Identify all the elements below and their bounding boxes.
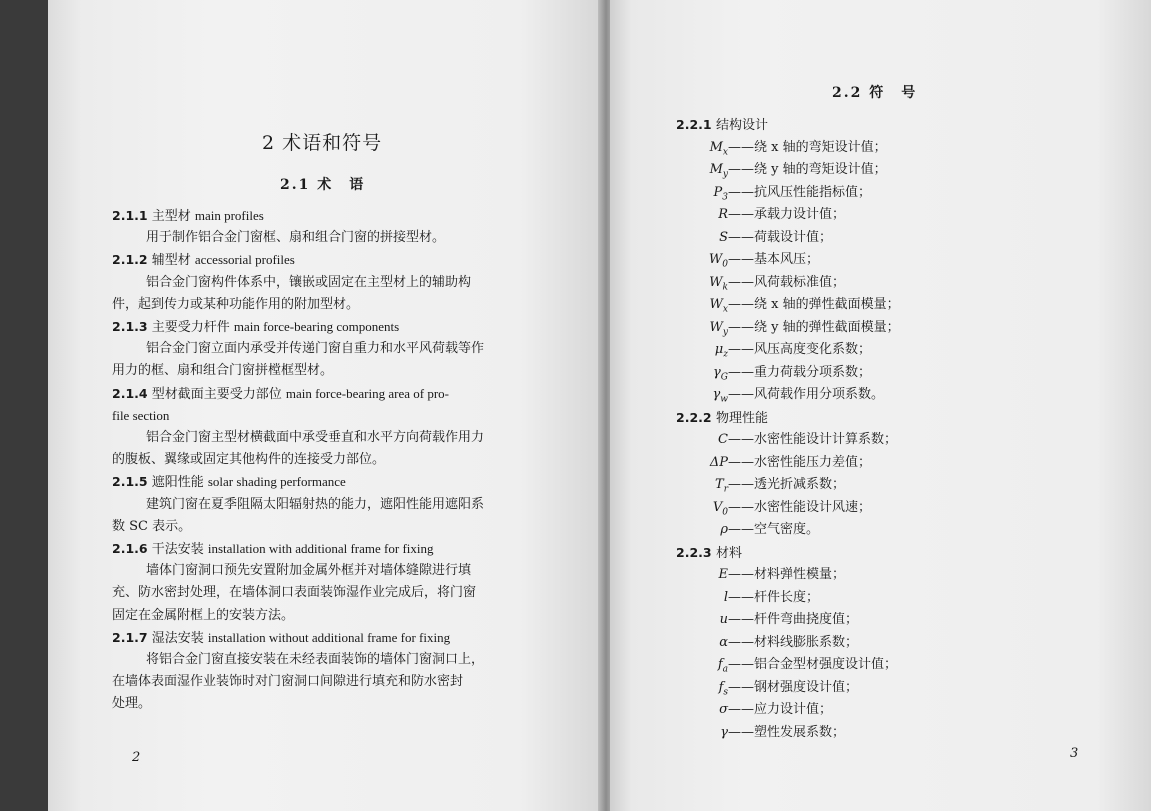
symbol-definition: ——绕 x 轴的弹性截面模量； (728, 297, 900, 312)
term-english: installation without additional frame for fixing (207, 629, 451, 645)
symbol: l (723, 589, 728, 605)
symbol: γ (720, 724, 728, 740)
symbol-row (610, 139, 887, 162)
symbol: $f_s$ (718, 679, 728, 698)
symbol-row (610, 274, 845, 297)
symbol-row (610, 656, 897, 679)
symbol: $\gamma_w$ (712, 387, 728, 405)
symbol: $\gamma_G$ (713, 364, 728, 383)
symbol-definition: ——应力设计值； (728, 702, 833, 717)
symbol: ΔP (709, 454, 728, 470)
symbol: R (718, 207, 728, 222)
right-page (610, 0, 1151, 811)
term-body-line: 的腹板、翼缘或固定其他构件的连接受力部位。 (112, 452, 386, 468)
symbol-definition: ——风压高度变化系数； (728, 342, 872, 357)
symbol-definition: ——荷载设计值； (728, 229, 833, 245)
symbol-row (610, 724, 845, 742)
term-number: 2.1.1 (112, 208, 148, 223)
term-number: 2.1.3 (112, 319, 148, 334)
term-heading (112, 473, 346, 492)
symbol-definition: ——材料弹性模量； (728, 567, 846, 582)
symbol-group-heading (676, 409, 768, 428)
term-body-line: 用于制作铝合金门窗框、扇和组合门窗的拼接型材。 (146, 230, 446, 246)
term-body-line: 处理。 (112, 696, 152, 712)
symbol: $P_3$ (713, 184, 728, 203)
term-chinese: 辅型材 (147, 253, 195, 269)
term-body-line: 将铝合金门窗直接安装在未经表面装饰的墙体门窗洞口上， (146, 652, 485, 667)
page-number-left: 2 (132, 750, 141, 765)
symbol-definition: ——透光折减系数； (728, 477, 846, 492)
symbol-definition: ——材料线膨胀系数； (728, 634, 859, 650)
term-heading (112, 207, 264, 226)
symbol-row (610, 386, 884, 409)
term-body-line: 在墙体表面湿作业装饰时对门窗洞口间隙进行填充和防水密封 (112, 674, 464, 690)
symbol-row (610, 589, 819, 607)
symbol: $f_a$ (717, 657, 728, 675)
symbol-definition: ——承载力设计值； (728, 207, 846, 222)
page-number-right: 3 (1070, 746, 1079, 761)
section-title-symbols: 2.2 符 号 (832, 85, 918, 101)
symbol-definition: ——抗风压性能指标值； (728, 184, 872, 200)
symbol: u (719, 612, 728, 627)
term-number: 2.1.5 (112, 474, 148, 490)
group-title: 材料 (715, 545, 742, 561)
group-number: 2.2.1 (676, 117, 716, 132)
symbol-definition: ——塑性发展系数； (728, 724, 846, 740)
symbol: $W_x$ (709, 297, 728, 315)
symbol-definition: ——绕 y 轴的弯矩设计值； (728, 162, 887, 177)
symbol: $W_y$ (709, 319, 728, 338)
symbol: $\mu_z$ (714, 342, 728, 360)
term-chinese: 干法安装 (147, 542, 208, 557)
symbol-row (610, 206, 845, 224)
term-heading (112, 251, 295, 270)
term-english: solar shading performance (207, 474, 346, 490)
symbol-row (610, 364, 871, 387)
symbol-row (610, 499, 871, 522)
symbol-row (610, 476, 845, 499)
symbol: $T_r$ (715, 477, 728, 495)
symbol-definition: ——水密性能压力差值； (728, 454, 872, 470)
term-body-line: 用力的框、扇和组合门窗拼樘框型材。 (112, 363, 334, 379)
term-number: 2.1.6 (112, 541, 148, 556)
group-number: 2.2.3 (676, 544, 716, 560)
section-title-terms: 2.1 术 语 (280, 177, 366, 193)
symbol-row (610, 229, 832, 247)
group-number: 2.2.2 (676, 409, 716, 425)
symbol-group-heading (676, 116, 768, 135)
symbol-row (610, 634, 858, 652)
symbol: α (719, 634, 728, 650)
symbol-row (610, 319, 900, 342)
term-english: installation with additional frame for fixing (207, 541, 434, 556)
symbol-definition: ——水密性能设计风速； (728, 499, 872, 515)
term-body-line: 件，起到传力或某种功能作用的附加型材。 (112, 296, 360, 312)
symbol-row (610, 184, 871, 207)
group-title: 结构设计 (715, 118, 768, 133)
symbol: C (718, 432, 728, 447)
symbol-row (610, 701, 832, 719)
term-body-line: 固定在金属附框上的安装方法。 (112, 607, 295, 623)
symbol: $M_y$ (709, 162, 728, 180)
term-heading (112, 385, 449, 404)
term-body-line: 铝合金门窗立面内承受并传递门窗自重力和水平风荷载等作 (146, 341, 485, 357)
symbol: $V_0$ (712, 499, 728, 518)
symbol-row (610, 251, 819, 274)
term-heading (112, 540, 434, 559)
term-body-line: 建筑门窗在夏季阻隔太阳辐射热的能力，遮阳性能用遮阳系 (146, 496, 485, 512)
symbol-row (610, 431, 897, 449)
term-number: 2.1.4 (112, 385, 148, 401)
symbol: $M_x$ (709, 139, 728, 158)
symbol-definition: ——重力荷载分项系数； (728, 364, 872, 380)
symbol: $W_0$ (708, 252, 728, 270)
symbol-row (610, 341, 871, 364)
symbol-row (610, 521, 819, 539)
term-number: 2.1.2 (112, 252, 148, 268)
chapter-title: 2 术语和符号 (262, 132, 383, 154)
term-english-cont: file section (112, 407, 170, 423)
symbol-row (610, 611, 858, 629)
term-body-line: 铝合金门窗构件体系中，镶嵌或固定在主型材上的辅助构 (146, 274, 472, 290)
symbol: $W_k$ (709, 274, 728, 293)
symbol-definition: ——风荷载标准值； (728, 274, 846, 290)
term-number: 2.1.7 (112, 629, 148, 645)
symbol-definition: ——铝合金型材强度设计值； (728, 657, 898, 672)
term-body-line: 铝合金门窗主型材横截面中承受垂直和水平方向荷载作用力 (146, 430, 485, 445)
symbol-definition: ——水密性能设计计算系数； (728, 432, 898, 447)
term-chinese: 湿法安装 (147, 630, 208, 646)
term-chinese: 型材截面主要受力部位 (147, 386, 286, 402)
left-page (48, 0, 604, 811)
term-english: main profiles (194, 208, 264, 223)
symbol-row (610, 296, 900, 319)
term-english: accessorial profiles (194, 252, 295, 268)
symbol: E (718, 567, 728, 582)
term-body-line: 充、防水密封处理，在墙体洞口表面装饰湿作业完成后，将门窗 (112, 585, 477, 601)
symbol: S (719, 229, 728, 245)
symbol-row (610, 454, 871, 472)
term-body-line: 墙体门窗洞口预先安置附加金属外框并对墙体缝隙进行填 (146, 563, 472, 579)
term-chinese: 主要受力杆件 (147, 320, 234, 335)
symbol-definition: ——杆件弯曲挠度值； (728, 612, 859, 627)
symbol-definition: ——风荷载作用分项系数。 (728, 387, 885, 402)
symbol-definition: ——空气密度。 (728, 522, 820, 537)
symbol-definition: ——基本风压； (728, 252, 820, 267)
symbol-row (610, 679, 858, 702)
term-english: main force-bearing components (233, 319, 400, 334)
symbol: ρ (720, 522, 728, 537)
term-chinese: 主型材 (147, 209, 195, 224)
term-heading (112, 629, 450, 648)
symbol-definition: ——钢材强度设计值； (728, 679, 859, 695)
term-chinese: 遮阳性能 (147, 475, 208, 491)
term-body-line: 数 SC 表示。 (112, 518, 192, 534)
symbol-definition: ——绕 x 轴的弯矩设计值； (728, 139, 887, 155)
term-heading (112, 318, 399, 337)
symbol-definition: ——绕 y 轴的弹性截面模量； (728, 319, 900, 335)
symbol-definition: ——杆件长度； (728, 589, 820, 605)
group-title: 物理性能 (715, 410, 768, 426)
symbol-row (610, 566, 845, 584)
symbol-row (610, 161, 887, 184)
symbol: σ (719, 702, 728, 717)
symbol-group-heading (676, 544, 742, 563)
term-english: main force-bearing area of pro- (285, 385, 449, 401)
